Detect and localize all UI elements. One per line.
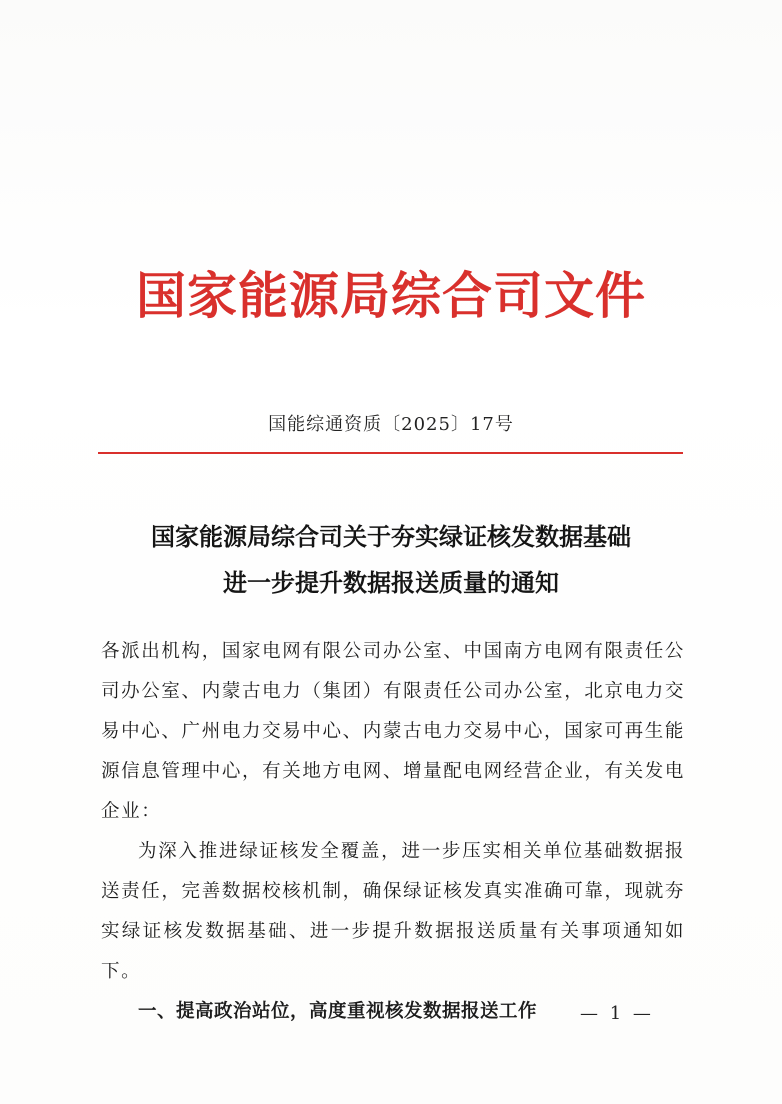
document-title-line-2: 进一步提升数据报送质量的通知 — [223, 569, 559, 597]
document-title — [0, 514, 782, 606]
page-number: — 1 — — [580, 1003, 654, 1024]
red-separator-line — [98, 452, 683, 454]
document-body — [101, 632, 685, 1032]
document-number: 国能综通资质〔2025〕17号 — [268, 414, 514, 435]
intro-paragraph: 为深入推进绿证核发全覆盖，进一步压实相关单位基础数据报送责任，完善数据校核机制，确保绿证核发真实准确可靠，现就夯实绿证核发数据基础、进一步提升数据报送质量有关事项通知如下。 — [101, 841, 685, 982]
document-title-line-1: 国家能源局综合司关于夯实绿证核发数据基础 — [151, 523, 631, 551]
masthead-title: 国家能源局综合司文件 — [136, 266, 646, 325]
recipients-paragraph: 各派出机构，国家电网有限公司办公室、中国南方电网有限责任公司办公室、内蒙古电力（集团）有限责任公司办公室，北京电力交易中心、广州电力交易中心、内蒙古电力交易中心，国家可再生能源信息管理中心，有关地方电网、增量配电网经营企业，有关发电企业： — [101, 641, 685, 822]
section-1-heading: 一、提高政治站位，高度重视核发数据报送工作 — [138, 1001, 538, 1022]
